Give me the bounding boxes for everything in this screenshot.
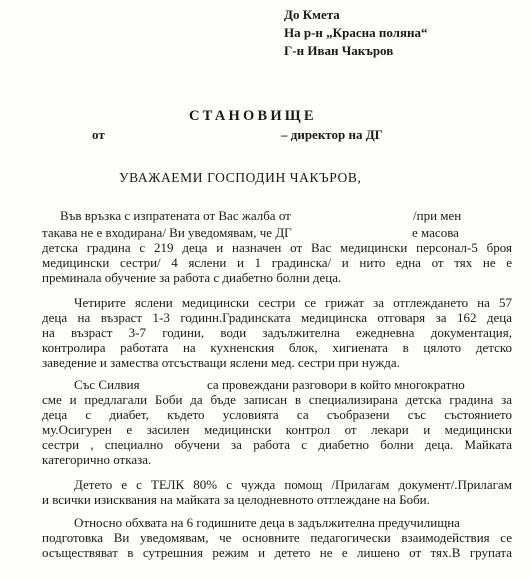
body-line: подготовка Ви уведомявам, че основните педагогически взаимодействия се — [42, 530, 512, 545]
recipient-line-2: На р-н „Красна поляна“ — [284, 25, 428, 40]
from-prefix: от — [92, 127, 105, 142]
body-line: преминала обучение за работа с диабетно болни деца. — [42, 270, 342, 285]
body-line: му.Осигурен е засилен медицински контрол от лекари и медицински — [42, 422, 512, 437]
document-title: СТАНОВИЩЕ — [189, 108, 317, 124]
recipient-line-3: Г-н Иван Чакъров — [284, 43, 394, 58]
greeting: УВАЖАЕМИ ГОСПОДИН ЧАКЪРОВ, — [119, 170, 362, 185]
body-line: деца на възраст 1-3 годинн.Градинската медицинска отговаря за 162 деца — [42, 310, 512, 325]
body-line: са провеждани разговори в който многократно — [207, 377, 465, 392]
body-line: Със Силвия — [74, 377, 140, 392]
body-line: такава не е входирана/ Ви уведомявам, че ДГ — [42, 225, 292, 240]
body-line: заведение и замества отсъстващи яслени мед. сестри при нужда. — [42, 355, 400, 370]
body-line: медицински сестри/ 4 яслени и 1 градинска/ и нито една от тях не е — [42, 255, 512, 270]
body-line: категорично отказа. — [42, 452, 152, 467]
body-line: осъществяват в сутрешния режим и детето не е лишено от тях.В групата — [42, 545, 512, 560]
body-line: сестри , специално обучени за работа с диабетно болни деца. Майката — [42, 437, 512, 452]
from-suffix: – директор на ДГ — [281, 127, 383, 142]
body-line: деца с диабет, където условията са съобразени със състоянието — [42, 407, 512, 422]
body-line: сме и предлагали Боби да бъде записан в специализирана детска градина за — [42, 392, 512, 407]
body-line: Детето е с ТЕЛК 80% с чужда помощ /Прилагам документ/.Прилагам — [74, 477, 512, 492]
body-line: Четирите яслени медицински сестри се грижат за отглеждането на 57 — [74, 295, 512, 310]
body-line: Във връзка с изпратената от Вас жалба от — [60, 208, 291, 223]
body-line: контролира работата на кухненския блок, хигиената в цялото детско — [42, 340, 512, 355]
body-line: /при мен — [413, 208, 462, 223]
body-line: и всички изисквания на майката за целодневното отглеждане на Боби. — [42, 492, 430, 507]
body-line: е масова — [412, 225, 459, 240]
recipient-line-1: До Кмета — [284, 7, 340, 22]
body-line: на възраст 3-7 години, води задължителна ежедневна документация, — [42, 325, 512, 340]
body-line: Относно обхвата на 6 годишните деца в задължителна предучилищна — [74, 515, 460, 530]
body-line: детска градина с 219 деца и назначен от Вас медицински персонал-5 броя — [42, 240, 512, 255]
